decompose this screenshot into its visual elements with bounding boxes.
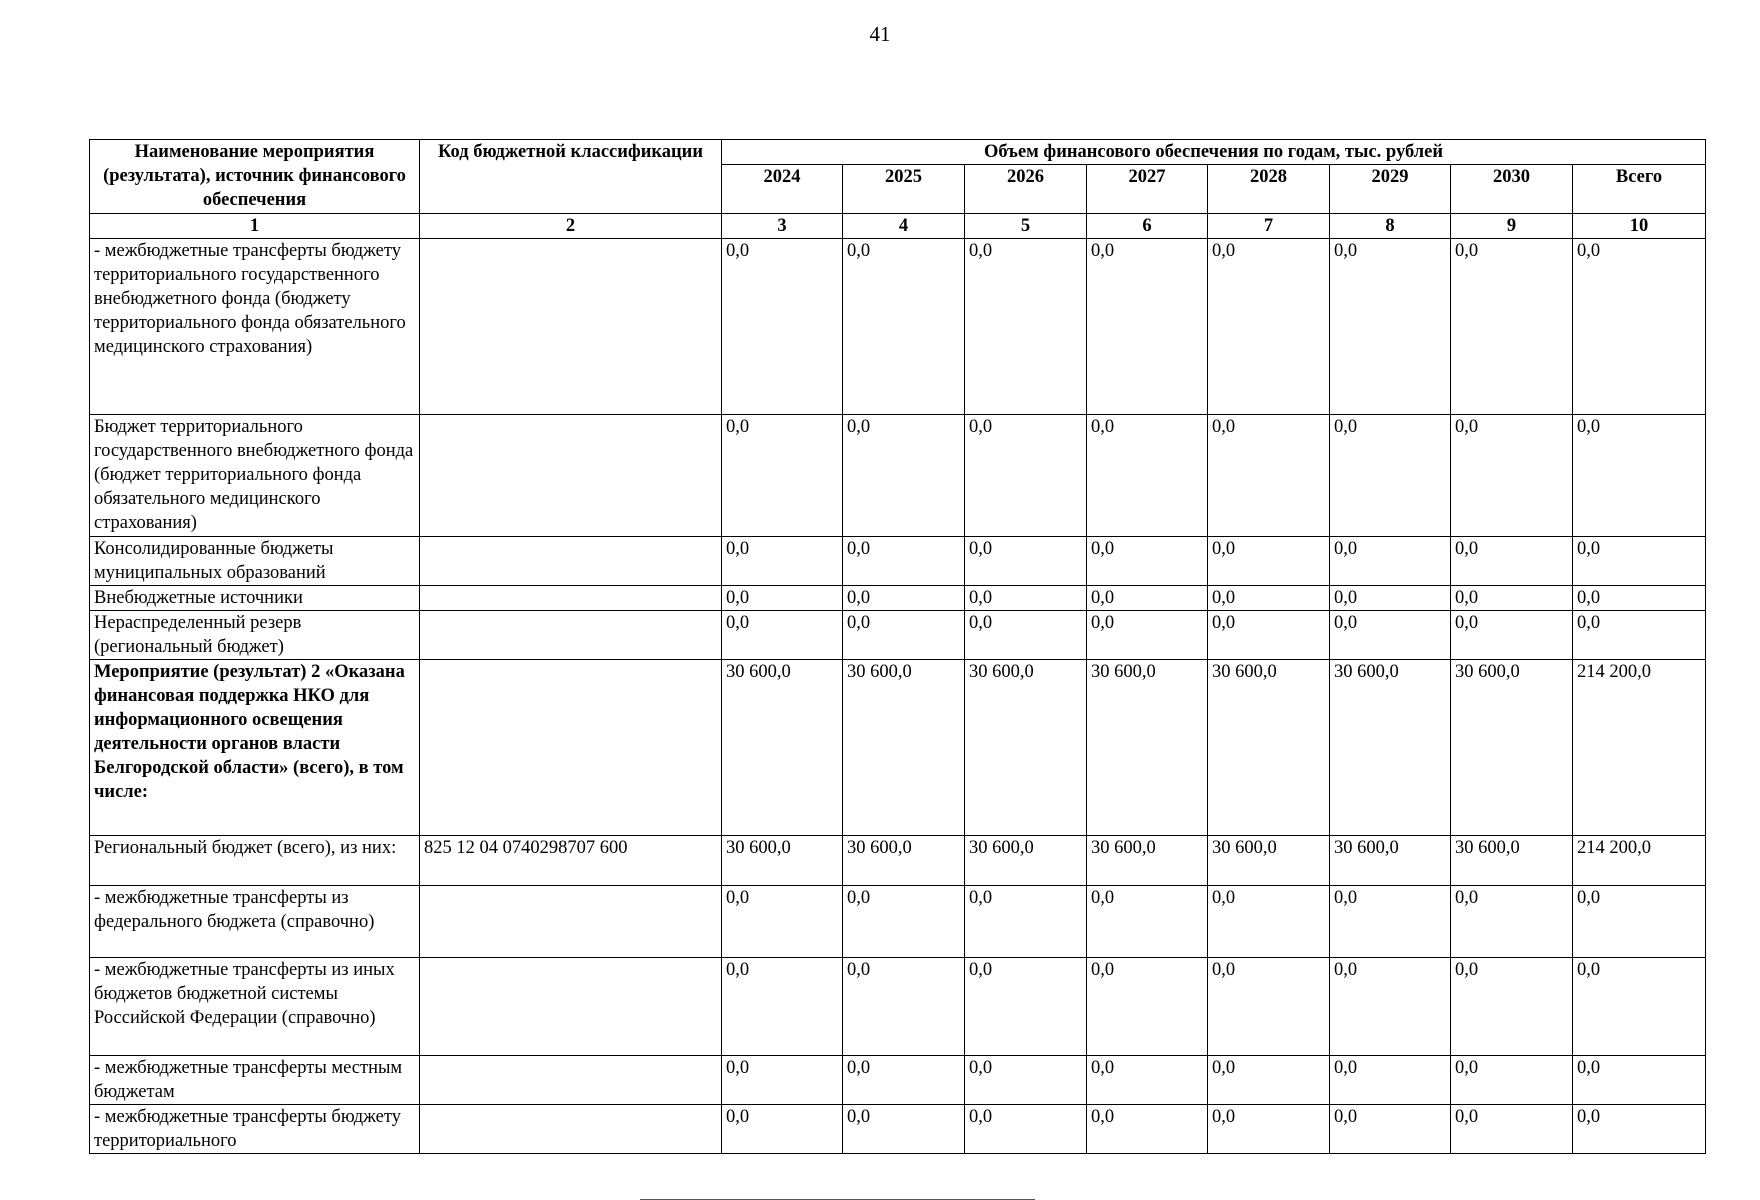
header-year: 2030 (1451, 165, 1573, 214)
row-year-value-cell: 0,0 (1208, 586, 1330, 611)
row-name-cell: - межбюджетные трансферты бюджету территориального государственного внебюджетного фонда (бюджету территориального фонда обязательного медицинского страхования) (90, 239, 420, 415)
row-year-value-cell: 0,0 (1330, 239, 1451, 415)
header-year: 2026 (965, 165, 1087, 214)
row-year-value-cell: 0,0 (1087, 958, 1208, 1056)
row-year-value-cell: 0,0 (1087, 1105, 1208, 1154)
row-total-cell: 214 200,0 (1573, 836, 1706, 886)
row-year-value-cell: 0,0 (722, 537, 843, 586)
row-year-value-cell: 30 600,0 (1087, 836, 1208, 886)
row-year-value-cell: 0,0 (1330, 958, 1451, 1056)
row-year-value-cell: 0,0 (1451, 415, 1573, 537)
row-year-value-cell: 0,0 (843, 1105, 965, 1154)
row-year-value-cell: 0,0 (1330, 586, 1451, 611)
row-year-value-cell: 0,0 (1330, 415, 1451, 537)
column-number: 4 (843, 214, 965, 239)
row-year-value-cell: 0,0 (843, 1056, 965, 1105)
row-year-value-cell: 30 600,0 (1330, 660, 1451, 836)
row-year-value-cell: 0,0 (965, 1105, 1087, 1154)
row-year-value-cell: 30 600,0 (843, 660, 965, 836)
header-total: Всего (1573, 165, 1706, 214)
row-year-value-cell: 30 600,0 (1330, 836, 1451, 886)
row-total-cell: 0,0 (1573, 537, 1706, 586)
row-year-value-cell: 30 600,0 (1451, 660, 1573, 836)
row-year-value-cell: 30 600,0 (722, 660, 843, 836)
row-year-value-cell: 0,0 (1451, 586, 1573, 611)
row-year-value-cell: 0,0 (965, 611, 1087, 660)
row-year-value-cell: 0,0 (1208, 239, 1330, 415)
row-year-value-cell: 0,0 (1330, 611, 1451, 660)
row-year-value-cell: 0,0 (722, 958, 843, 1056)
table-row (90, 239, 1706, 415)
row-code-cell (420, 537, 722, 586)
column-number: 3 (722, 214, 843, 239)
row-year-value-cell: 0,0 (1087, 886, 1208, 958)
table-row (90, 586, 1706, 611)
page-number: 41 (869, 22, 891, 46)
row-year-value-cell: 0,0 (1451, 611, 1573, 660)
row-year-value-cell: 0,0 (843, 586, 965, 611)
row-year-value-cell: 0,0 (1208, 537, 1330, 586)
row-year-value-cell: 0,0 (1208, 415, 1330, 537)
row-year-value-cell: 30 600,0 (1208, 660, 1330, 836)
row-year-value-cell: 30 600,0 (1208, 836, 1330, 886)
header-year: 2028 (1208, 165, 1330, 214)
row-year-value-cell: 0,0 (1208, 611, 1330, 660)
row-total-cell: 0,0 (1573, 611, 1706, 660)
row-name-cell: - межбюджетные трансферты из федерального бюджета (справочно) (90, 886, 420, 958)
row-year-value-cell: 0,0 (1208, 1056, 1330, 1105)
row-year-value-cell: 0,0 (1208, 1105, 1330, 1154)
table-row (90, 415, 1706, 537)
row-year-value-cell: 0,0 (1208, 958, 1330, 1056)
row-total-cell: 0,0 (1573, 586, 1706, 611)
row-total-cell: 0,0 (1573, 239, 1706, 415)
row-year-value-cell: 30 600,0 (843, 836, 965, 886)
row-year-value-cell: 0,0 (965, 586, 1087, 611)
row-name-cell: - межбюджетные трансферты бюджету территориального (90, 1105, 420, 1154)
row-year-value-cell: 0,0 (965, 958, 1087, 1056)
row-year-value-cell: 0,0 (1087, 1056, 1208, 1105)
row-year-value-cell: 0,0 (1451, 886, 1573, 958)
row-name-cell: Консолидированные бюджеты муниципальных образований (90, 537, 420, 586)
row-year-value-cell: 0,0 (1087, 611, 1208, 660)
row-code-cell (420, 958, 722, 1056)
table-row (90, 537, 1706, 586)
header-name: Наименование мероприятия (результата), источник финансового обеспечения (90, 140, 420, 214)
header-year: 2029 (1330, 165, 1451, 214)
row-year-value-cell: 30 600,0 (965, 836, 1087, 886)
row-code-cell: 825 12 04 0740298707 600 (420, 836, 722, 886)
column-number-row (90, 214, 1706, 239)
row-name-cell: Нераспределенный резерв (региональный бюджет) (90, 611, 420, 660)
row-code-cell (420, 886, 722, 958)
table-row (90, 836, 1706, 886)
row-code-cell (420, 239, 722, 415)
header-code: Код бюджетной классификации (420, 140, 722, 214)
row-code-cell (420, 660, 722, 836)
row-year-value-cell: 0,0 (843, 239, 965, 415)
column-number: 10 (1573, 214, 1706, 239)
row-year-value-cell: 30 600,0 (722, 836, 843, 886)
row-year-value-cell: 0,0 (722, 415, 843, 537)
row-year-value-cell: 0,0 (722, 886, 843, 958)
row-year-value-cell: 0,0 (1087, 586, 1208, 611)
row-year-value-cell: 0,0 (722, 1105, 843, 1154)
row-year-value-cell: 0,0 (722, 239, 843, 415)
table-row (90, 1105, 1706, 1154)
header-year: 2024 (722, 165, 843, 214)
row-year-value-cell: 0,0 (1330, 1105, 1451, 1154)
column-number: 2 (420, 214, 722, 239)
column-number: 8 (1330, 214, 1451, 239)
row-year-value-cell: 0,0 (1087, 537, 1208, 586)
row-total-cell: 0,0 (1573, 1105, 1706, 1154)
row-code-cell (420, 1056, 722, 1105)
column-number: 1 (90, 214, 420, 239)
row-year-value-cell: 0,0 (965, 415, 1087, 537)
column-number: 5 (965, 214, 1087, 239)
financing-table (89, 139, 1706, 1154)
row-year-value-cell: 0,0 (843, 958, 965, 1056)
row-code-cell (420, 1105, 722, 1154)
row-name-cell: Внебюджетные источники (90, 586, 420, 611)
row-code-cell (420, 611, 722, 660)
header-volume-group: Объем финансового обеспечения по годам, тыс. рублей (722, 140, 1706, 165)
row-year-value-cell: 30 600,0 (1087, 660, 1208, 836)
row-year-value-cell: 0,0 (1451, 1056, 1573, 1105)
row-year-value-cell: 0,0 (1087, 239, 1208, 415)
row-year-value-cell: 0,0 (1330, 886, 1451, 958)
row-year-value-cell: 0,0 (1451, 958, 1573, 1056)
row-name-cell: - межбюджетные трансферты из иных бюджетов бюджетной системы Российской Федерации (справочно) (90, 958, 420, 1056)
header-year: 2027 (1087, 165, 1208, 214)
table-row (90, 660, 1706, 836)
row-name-cell: Региональный бюджет (всего), из них: (90, 836, 420, 886)
table-row (90, 1056, 1706, 1105)
table-row (90, 611, 1706, 660)
row-year-value-cell: 0,0 (843, 415, 965, 537)
row-name-cell: Бюджет территориального государственного внебюджетного фонда (бюджет территориального фонда обязательного медицинского страхования) (90, 415, 420, 537)
row-year-value-cell: 0,0 (843, 886, 965, 958)
row-year-value-cell: 30 600,0 (1451, 836, 1573, 886)
row-total-cell: 0,0 (1573, 958, 1706, 1056)
row-year-value-cell: 0,0 (1451, 1105, 1573, 1154)
table-body (90, 239, 1706, 1154)
row-total-cell: 0,0 (1573, 1056, 1706, 1105)
row-year-value-cell: 0,0 (843, 611, 965, 660)
table-row (90, 886, 1706, 958)
column-number: 7 (1208, 214, 1330, 239)
row-total-cell: 0,0 (1573, 886, 1706, 958)
row-year-value-cell: 0,0 (722, 586, 843, 611)
row-year-value-cell: 0,0 (1451, 537, 1573, 586)
column-number: 9 (1451, 214, 1573, 239)
header-row (90, 140, 1706, 165)
row-year-value-cell: 0,0 (1208, 886, 1330, 958)
row-code-cell (420, 415, 722, 537)
row-year-value-cell: 0,0 (1087, 415, 1208, 537)
table-row (90, 958, 1706, 1056)
row-year-value-cell: 0,0 (1451, 239, 1573, 415)
column-number: 6 (1087, 214, 1208, 239)
row-year-value-cell: 0,0 (722, 1056, 843, 1105)
row-total-cell: 0,0 (1573, 415, 1706, 537)
row-year-value-cell: 0,0 (722, 611, 843, 660)
row-name-cell: Мероприятие (результат) 2 «Оказана финансовая поддержка НКО для информационного освещения деятельности органов власти Белгородской области» (всего), в том числе: (90, 660, 420, 836)
row-year-value-cell: 0,0 (965, 1056, 1087, 1105)
row-year-value-cell: 0,0 (965, 537, 1087, 586)
row-total-cell: 214 200,0 (1573, 660, 1706, 836)
row-year-value-cell: 0,0 (1330, 537, 1451, 586)
row-year-value-cell: 0,0 (965, 886, 1087, 958)
row-year-value-cell: 0,0 (965, 239, 1087, 415)
row-year-value-cell: 0,0 (843, 537, 965, 586)
row-year-value-cell: 30 600,0 (965, 660, 1087, 836)
row-code-cell (420, 586, 722, 611)
header-year: 2025 (843, 165, 965, 214)
row-year-value-cell: 0,0 (1330, 1056, 1451, 1105)
row-name-cell: - межбюджетные трансферты местным бюджетам (90, 1056, 420, 1105)
